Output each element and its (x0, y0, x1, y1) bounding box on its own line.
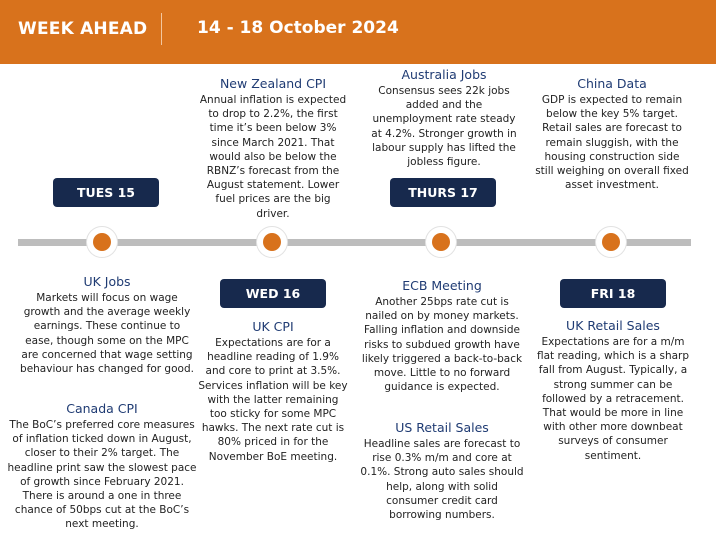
event-title: Canada CPI (66, 401, 138, 416)
event-australia-jobs (366, 66, 522, 169)
event-nz-cpi (198, 75, 348, 221)
event-body: Consensus sees 22k jobs added and the unemployment rate steady at 4.2%. Stronger growth in labour supply has lifted the jobless figure. (371, 85, 517, 169)
event-body: Markets will focus on wage growth and the average weekly earnings. These continue to ease, though some on the MPC are concerned that wage setting behaviour has changed for good. (20, 292, 194, 376)
event-body: GDP is expected to remain below the key 5% target. Retail sales are forecast to remain sluggish, with the housing construction side still weighing on overall fixed asset investment. (535, 94, 689, 192)
event-title: UK Jobs (83, 274, 131, 289)
event-title: UK Retail Sales (566, 318, 660, 333)
event-title: Australia Jobs (401, 67, 487, 82)
timeline-dot-tue (86, 226, 118, 258)
header-banner (0, 0, 716, 64)
event-body: Expectations are for a m/m flat reading, which is a sharp fall from August. Typically, a strong summer can be followed by a retracement. That would be more in line with other more downbeat surveys of consumer sentiment. (536, 336, 690, 462)
event-title: China Data (577, 76, 647, 91)
event-ecb-meeting (360, 277, 524, 394)
event-canada-cpi (4, 400, 200, 532)
event-title: UK CPI (252, 319, 294, 334)
event-body: The BoC’s preferred core measures of inflation ticked down in August, closer to their 2% target. The headline print saw the slowest pace of growth since February 2021. There is around a one in three chance of 50bps cut at the BoC’s next meeting. (7, 419, 197, 531)
event-body: Annual inflation is expected to drop to 2.2%, the first time it’s been below 3% since March 2021. That would also be below the RBNZ’s forecast from the August statement. Lower fuel prices are the big driver. (199, 94, 347, 220)
header-date-range: 14 - 18 October 2024 (197, 18, 399, 38)
day-label-fri: FRI 18 (560, 279, 666, 308)
event-uk-cpi (198, 318, 348, 464)
event-body: Another 25bps rate cut is nailed on by money markets. Falling inflation and downside risks to subdued growth have likely triggered a back-to-back move. Little to no forward guidance is expected. (361, 296, 523, 394)
header-divider (161, 13, 162, 45)
day-label-wed: WED 16 (220, 279, 326, 308)
event-title: US Retail Sales (395, 420, 489, 435)
event-title: ECB Meeting (402, 278, 482, 293)
day-label-thu: THURS 17 (390, 178, 496, 207)
timeline-dot-thu (425, 226, 457, 258)
event-uk-jobs (20, 273, 194, 376)
timeline-dot-wed (256, 226, 288, 258)
event-china-data (534, 75, 690, 192)
day-label-tue: TUES 15 (53, 178, 159, 207)
event-title: New Zealand CPI (219, 76, 327, 91)
event-body: Expectations are for a headline reading of 1.9% and core to print at 3.5%. Services inflation will be key with the latter remaining too sticky for some MPC hawks. The next rate cut is 80% priced in for the November BoE meeting. (198, 337, 348, 463)
timeline-dot-fri (595, 226, 627, 258)
event-body: Headline sales are forecast to rise 0.3% m/m and core at 0.1%. Strong auto sales should help, along with solid consumer credit card borrowing numbers. (360, 438, 524, 522)
event-us-retail-sales (360, 419, 524, 522)
event-uk-retail-sales (532, 317, 694, 463)
header-title: WEEK AHEAD (18, 19, 148, 39)
timeline-line (18, 239, 691, 246)
